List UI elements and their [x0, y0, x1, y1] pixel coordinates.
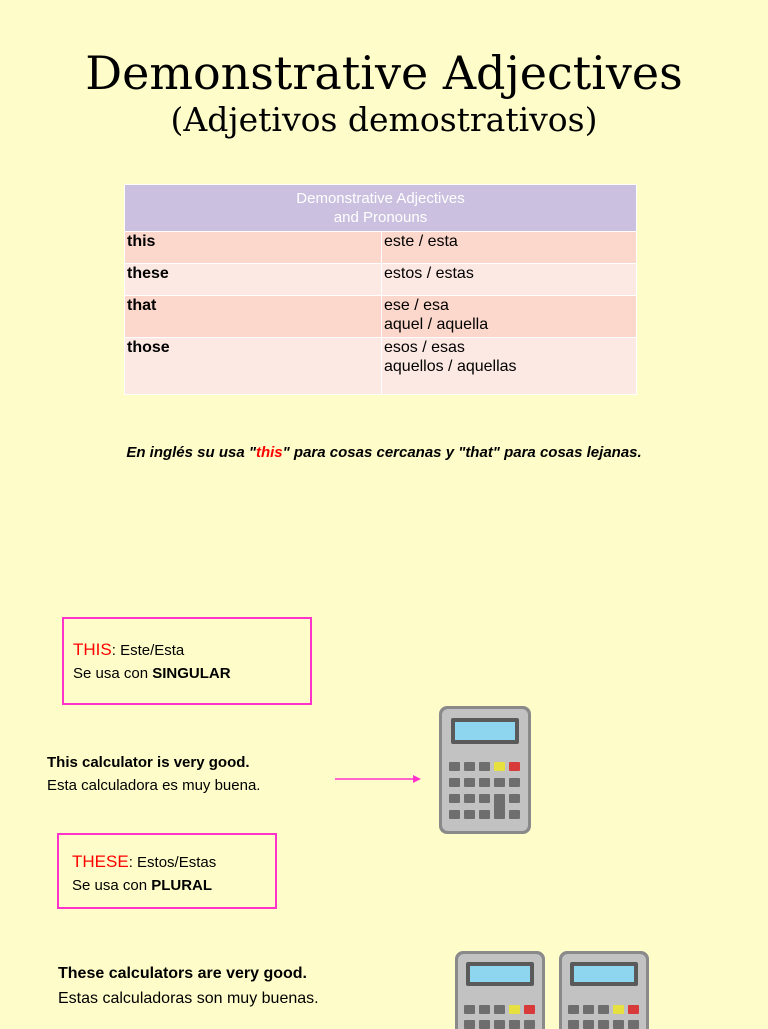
this-keyword: THIS: [73, 640, 112, 659]
these-example-spanish: Estas calculadoras son muy buenas.: [58, 990, 319, 1007]
spanish-cell: esos / esas aquellos / aquellas: [382, 338, 637, 395]
table-header-line1: Demonstrative Adjectives: [296, 190, 465, 207]
english-cell: that: [125, 296, 382, 338]
calculator-icon: [453, 949, 547, 1029]
table-header: [125, 185, 637, 232]
plural-label: PLURAL: [151, 877, 213, 894]
usage-note: En inglés su usa "this" para cosas cercanas y "that" para cosas lejanas.: [126, 444, 642, 461]
this-example: [47, 751, 260, 797]
table-row: [125, 296, 637, 338]
these-example: [58, 961, 319, 1011]
english-cell: those: [125, 338, 382, 395]
calculator-icon: [437, 704, 533, 836]
page-subtitle: (Adjetivos demostrativos): [170, 100, 598, 139]
arrow-right-icon: [335, 772, 425, 786]
table-row: [125, 338, 637, 395]
singular-label: SINGULAR: [152, 665, 231, 682]
this-example-spanish: Esta calculadora es muy buena.: [47, 777, 261, 794]
english-cell: this: [125, 232, 382, 264]
page-title: Demonstrative Adjectives: [85, 46, 683, 100]
calculator-icon: [557, 949, 651, 1029]
these-keyword: THESE: [72, 852, 129, 871]
table-row: [125, 264, 637, 296]
spanish-cell: ese / esa aquel / aquella: [382, 296, 637, 338]
this-translation: : Este/Esta: [111, 642, 185, 659]
table-header-line2: and Pronouns: [333, 209, 428, 226]
spanish-cell: este / esta: [382, 232, 637, 264]
english-cell: these: [125, 264, 382, 296]
spanish-cell: estos / estas: [382, 264, 637, 296]
these-definition-box: THESE: Estos/Estas Se usa con PLURAL: [57, 833, 277, 909]
note-highlight: this: [255, 444, 283, 461]
these-translation: : Estos/Estas: [128, 854, 217, 871]
table-row: [125, 232, 637, 264]
demonstrative-table: [124, 184, 637, 395]
this-definition-box: THIS: Este/Esta Se usa con SINGULAR: [62, 617, 312, 705]
this-example-english: This calculator is very good.: [47, 754, 250, 771]
these-example-english: These calculators are very good.: [58, 965, 307, 982]
